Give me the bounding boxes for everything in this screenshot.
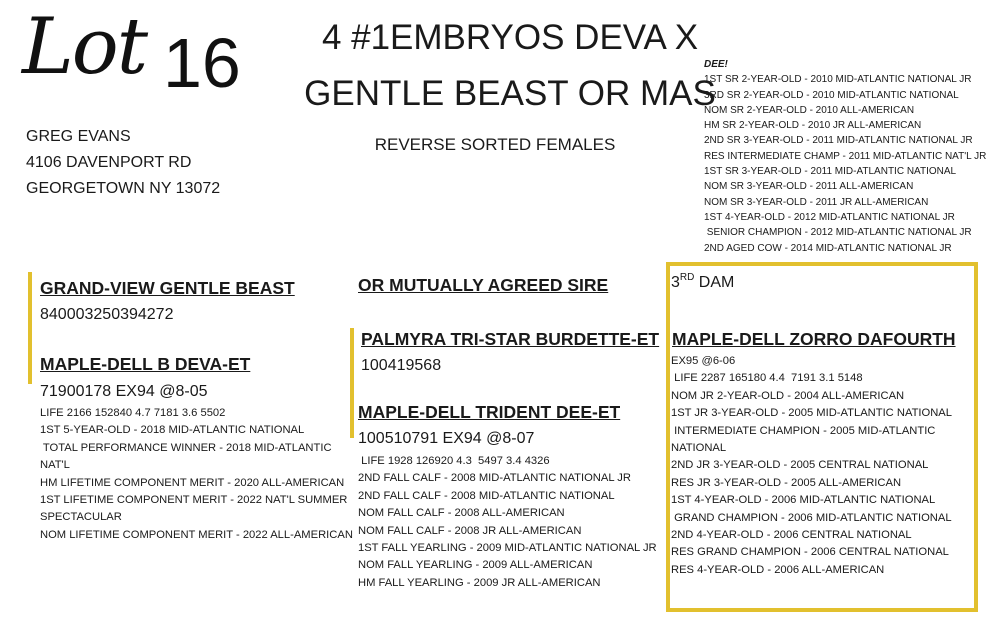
second-dam-details [358,453,657,592]
damsire-id: 100419568 [361,357,442,374]
dam-name: MAPLE-DELL B DEVA-ET [40,354,251,374]
dee-award: RES INTERMEDIATE CHAMP - 2011 MID-ATLANTIC NAT'L JR [704,150,987,162]
third-dam-details [671,353,952,579]
dam-detail: NOM LIFETIME COMPONENT MERIT - 2022 ALL-AMERICAN [40,528,353,541]
consignor-address [26,124,220,202]
third-dam-label-suffix: RD [679,272,695,283]
dee-award: NOM SR 3-YEAR-OLD - 2011 ALL-AMERICAN [704,181,914,193]
third-dam-label-number: 3 [671,274,680,291]
third-dam-detail: 2ND 4-YEAR-OLD - 2006 CENTRAL NATIONAL [671,529,912,542]
sire-name: GRAND-VIEW GENTLE BEAST [40,278,295,298]
third-dam-detail: INTERMEDIATE CHAMPION - 2005 MID-ATLANTIC [671,424,936,437]
lot-script-word: Lot [22,2,147,92]
second-dam-detail: NOM FALL YEARLING - 2009 ALL-AMERICAN [358,559,593,572]
lot-subtitle: REVERSE SORTED FEMALES [374,135,616,154]
dee-award: 3RD SR 2-YEAR-OLD - 2010 MID-ATLANTIC NATIONAL [704,89,959,101]
third-dam-name: MAPLE-DELL ZORRO DAFOURTH [672,329,956,349]
lot-title-line-2: GENTLE BEAST OR MAS [304,74,716,113]
third-dam-detail: RES JR 3-YEAR-OLD - 2005 ALL-AMERICAN [671,476,902,489]
dee-award: SENIOR CHAMPION - 2012 MID-ATLANTIC NATIONAL JR [704,227,972,239]
alt-sire-heading: OR MUTUALLY AGREED SIRE [358,275,609,295]
third-dam-detail: 1ST JR 3-YEAR-OLD - 2005 MID-ATLANTIC NATIONAL [671,407,952,420]
accent-bar [28,272,32,384]
dee-award: 1ST 4-YEAR-OLD - 2012 MID-ATLANTIC NATIONAL JR [704,211,955,223]
consignor-city: GEORGETOWN NY 13072 [26,180,221,197]
third-dam-detail: 2ND JR 3-YEAR-OLD - 2005 CENTRAL NATIONAL [671,459,929,472]
second-dam-detail: NOM FALL CALF - 2008 JR ALL-AMERICAN [358,524,582,537]
third-dam-detail: GRAND CHAMPION - 2006 MID-ATLANTIC NATIONAL [671,511,952,524]
dam-detail: TOTAL PERFORMANCE WINNER - 2018 MID-ATLANTIC [40,441,332,454]
dee-award: 2ND SR 3-YEAR-OLD - 2011 MID-ATLANTIC NATIONAL JR [704,135,973,147]
second-dam-detail: HM FALL YEARLING - 2009 JR ALL-AMERICAN [358,576,601,589]
consignor-street: 4106 DAVENPORT RD [26,154,192,171]
second-dam-detail: 2ND FALL CALF - 2008 MID-ATLANTIC NATIONAL [358,489,615,502]
dam-detail: NAT'L [40,459,70,472]
second-dam-detail: 2ND FALL CALF - 2008 MID-ATLANTIC NATIONAL JR [358,472,631,485]
third-dam-detail: NATIONAL [671,442,727,455]
consignor-name: GREG EVANS [26,128,131,145]
dee-award: 1ST SR 2-YEAR-OLD - 2010 MID-ATLANTIC NATIONAL JR [704,74,972,86]
third-dam-detail: 1ST 4-YEAR-OLD - 2006 MID-ATLANTIC NATIONAL [671,494,936,507]
third-dam-detail: LIFE 2287 165180 4.4 7191 3.1 5148 [671,372,863,385]
sire-id: 840003250394272 [40,306,174,323]
dee-awards [704,57,986,256]
third-dam-detail: RES GRAND CHAMPION - 2006 CENTRAL NATIONAL [671,546,949,559]
third-dam-detail: EX95 @6-06 [671,355,736,367]
second-dam-detail: NOM FALL CALF - 2008 ALL-AMERICAN [358,507,565,520]
second-dam-name: MAPLE-DELL TRIDENT DEE-ET [358,402,621,422]
second-dam-detail: LIFE 1928 126920 4.3 5497 3.4 4326 [358,455,550,467]
lot-number: 16 [163,24,241,102]
third-dam-detail: NOM JR 2-YEAR-OLD - 2004 ALL-AMERICAN [671,389,905,402]
third-dam-detail: RES 4-YEAR-OLD - 2006 ALL-AMERICAN [671,563,885,576]
accent-bar [350,328,354,438]
dam-details [40,405,353,544]
dee-award: HM SR 2-YEAR-OLD - 2010 JR ALL-AMERICAN [704,120,922,132]
dam-detail: 1ST LIFETIME COMPONENT MERIT - 2022 NAT'L SUMMER [40,494,348,507]
lot-title-line-1: 4 #1EMBRYOS DEVA X [321,18,699,57]
second-dam-detail: 1ST FALL YEARLING - 2009 MID-ATLANTIC NATIONAL JR [358,542,657,555]
second-dam-id-line: 100510791 EX94 @8-07 [358,430,535,447]
third-dam-label [671,274,734,292]
dam-detail: SPECTACULAR [40,511,122,524]
damsire-name: PALMYRA TRI-STAR BURDETTE-ET [361,329,660,349]
dee-award: NOM SR 3-YEAR-OLD - 2011 JR ALL-AMERICAN [704,196,929,208]
dee-award: NOM SR 2-YEAR-OLD - 2010 ALL-AMERICAN [704,104,915,116]
dee-award: 1ST SR 3-YEAR-OLD - 2011 MID-ATLANTIC NATIONAL [704,166,957,178]
dam-detail: 1ST 5-YEAR-OLD - 2018 MID-ATLANTIC NATIONAL [40,424,305,437]
dam-detail: LIFE 2166 152840 4.7 7181 3.6 5502 [40,407,226,419]
dee-heading: DEE! [704,59,728,70]
dam-id-line: 71900178 EX94 @8-05 [40,383,208,400]
third-dam-label-word: DAM [694,274,735,291]
dam-detail: HM LIFETIME COMPONENT MERIT - 2020 ALL-AMERICAN [40,476,345,489]
dee-award: 2ND AGED COW - 2014 MID-ATLANTIC NATIONAL JR [704,242,952,254]
